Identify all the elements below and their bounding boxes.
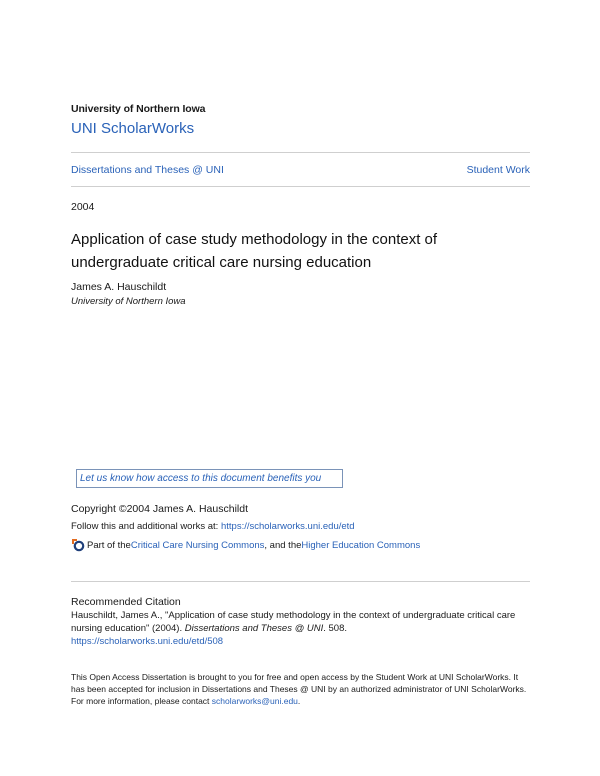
paper-title: Application of case study methodology in the context of undergraduate critical care nursing education [71, 231, 438, 271]
citation-main: Hauschildt, James A., "Application of case study methodology in the context of undergraduate critical care nursing education" (2004). [71, 610, 516, 634]
part-of-prefix: Part of the [87, 539, 131, 551]
benefit-feedback-link[interactable]: Let us know how access to this document benefits you [76, 469, 343, 488]
repository-link[interactable]: UNI ScholarWorks [71, 120, 195, 137]
open-access-text: This Open Access Dissertation is brought to you for free and open access by the Student Work at UNI ScholarWorks. It has been accepted for inclusion in Dissertations and Theses @ UNI by an authorized administrator of UNI ScholarWorks. For more information, please contact [71, 672, 527, 706]
divider-citation [71, 581, 530, 582]
collection-link[interactable]: Dissertations and Theses @ UNI [71, 164, 224, 176]
higher-education-commons-link[interactable]: Higher Education Commons [301, 539, 421, 551]
citation-text [71, 609, 531, 648]
citation-journal: Dissertations and Theses @ UNI [184, 623, 324, 634]
open-access-end: . [297, 696, 301, 706]
divider-bottom [71, 186, 530, 187]
open-access-note [71, 671, 531, 707]
citation-number: . 508. [323, 623, 348, 634]
author-name: James A. Hauschildt [71, 281, 167, 293]
etd-collection-url[interactable]: https://scholarworks.uni.edu/etd [220, 521, 355, 532]
citation-url[interactable]: https://scholarworks.uni.edu/etd/508 [71, 636, 224, 647]
author-affiliation: University of Northern Iowa [71, 296, 186, 307]
part-of-commons [71, 538, 420, 552]
contact-email-link[interactable]: scholarworks@uni.edu [211, 696, 298, 706]
publication-year: 2004 [71, 201, 95, 213]
bepress-commons-icon [71, 538, 85, 552]
student-work-link[interactable]: Student Work [466, 164, 530, 176]
critical-care-nursing-commons-link[interactable]: Critical Care Nursing Commons [130, 539, 265, 551]
follow-text: Follow this and additional works at: [71, 521, 221, 532]
part-of-middle: , and the [264, 539, 302, 551]
divider-top [71, 152, 530, 153]
university-name: University of Northern Iowa [71, 103, 206, 115]
follow-line [71, 521, 355, 532]
citation-heading: Recommended Citation [71, 596, 181, 608]
copyright-notice: Copyright ©2004 James A. Hauschildt [71, 503, 248, 515]
